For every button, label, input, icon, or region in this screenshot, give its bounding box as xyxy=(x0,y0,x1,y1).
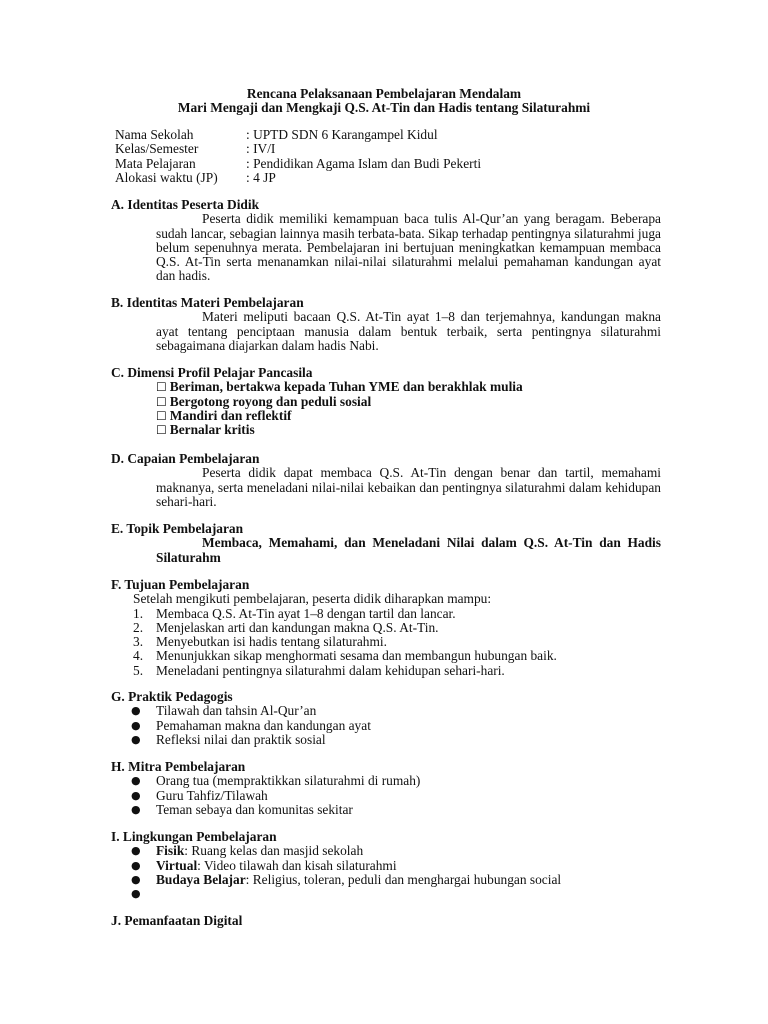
info-value: : IV/I xyxy=(246,141,276,157)
bullet-icon: ● xyxy=(131,872,141,886)
list-item-label: Virtual xyxy=(156,857,198,873)
document-subtitle: Mari Mengaji dan Mengkaji Q.S. At-Tin dan Hadis tentang Silaturahmi xyxy=(177,100,591,115)
profile-item-label: Bergotong royong dan peduli sosial xyxy=(169,393,372,409)
info-label: Nama Sekolah xyxy=(115,127,194,142)
info-label: Kelas/Semester xyxy=(115,141,199,157)
list-item-label: Budaya Belajar xyxy=(156,871,246,887)
section-heading: D. Capaian Pembelajaran xyxy=(111,451,260,466)
list-item xyxy=(111,607,661,621)
identity-table xyxy=(115,128,481,185)
section-c xyxy=(111,366,661,437)
section-g xyxy=(111,690,661,747)
bullet-icon: ● xyxy=(131,718,141,732)
section-heading: B. Identitas Materi Pembelajaran xyxy=(111,295,304,310)
section-paragraph: Peserta didik memiliki kemampuan baca tulis Al-Qur’an yang beragam. Beberapa sudah lancar, sebagian lainnya masih terbata-bata. Sikap terhadap pentingnya silaturahmi juga belum sepenuhnya merata. Pembelajaran ini bertujuan meningkatkan kemampuan membaca Q.S. At-Tin serta menanamkan nilai-nilai silaturahmi melalui pemahaman kandungan ayat dan hadis. xyxy=(156,211,661,284)
info-row xyxy=(115,157,481,171)
list-item xyxy=(111,803,661,817)
profile-item-label: Beriman, bertakwa kepada Tuhan YME dan berakhlak mulia xyxy=(169,379,523,395)
list-item xyxy=(111,704,661,718)
checkbox-icon: ☐ xyxy=(156,380,167,395)
list-item xyxy=(111,873,661,887)
list-item-text: Teman sebaya dan komunitas sekitar xyxy=(156,801,353,817)
list-item xyxy=(111,733,661,747)
list-item-label: Fisik xyxy=(156,843,185,859)
list-item xyxy=(111,635,661,649)
list-number: 3. xyxy=(133,634,144,650)
section-d xyxy=(111,452,661,509)
topic-text: Membaca, Memahami, dan Meneladani Nilai dalam Q.S. At-Tin dan Hadis Silaturahm xyxy=(156,535,661,565)
bullet-icon: ● xyxy=(131,788,141,802)
list-item xyxy=(111,789,661,803)
info-label: Mata Pelajaran xyxy=(115,155,196,171)
list-item-text: Menunjukkan sikap menghormati sesama dan membangun hubungan baik. xyxy=(156,648,557,664)
list-number: 1. xyxy=(133,605,144,621)
list-number: 5. xyxy=(133,662,144,678)
list-item-text: Tilawah dan tahsin Al-Qur’an xyxy=(156,703,317,719)
pedagogy-list xyxy=(111,704,661,747)
list-item-text: Guru Tahfiz/Tilawah xyxy=(156,787,268,803)
list-item xyxy=(111,649,661,663)
profile-item xyxy=(156,409,661,423)
list-item-text: Menjelaskan arti dan kandungan makna Q.S. At-Tin. xyxy=(156,619,439,635)
list-item-text: Membaca Q.S. At-Tin ayat 1–8 dengan tartil dan lancar. xyxy=(156,605,456,621)
section-a xyxy=(111,198,661,284)
list-item-text: Menyebutkan isi hadis tentang silaturahmi. xyxy=(156,634,387,650)
document-title: Rencana Pelaksanaan Pembelajaran Mendalam xyxy=(246,86,522,101)
info-label: Alokasi waktu (JP) xyxy=(115,169,218,185)
list-item-text: : Religius, toleran, peduli dan menghargai hubungan social xyxy=(245,871,562,887)
list-number: 4. xyxy=(133,648,144,664)
section-heading: I. Lingkungan Pembelajaran xyxy=(111,829,277,844)
bullet-icon: ● xyxy=(131,732,141,746)
profile-item xyxy=(156,423,661,437)
section-f xyxy=(111,578,661,678)
section-i xyxy=(111,830,661,901)
bullet-icon: ● xyxy=(131,844,141,858)
list-item-text: Meneladani pentingnya silaturahmi dalam kehidupan sehari-hari. xyxy=(156,662,505,678)
checkbox-icon: ☐ xyxy=(156,408,167,423)
list-item xyxy=(111,859,661,873)
info-value: : UPTD SDN 6 Karangampel Kidul xyxy=(246,127,438,142)
profile-list xyxy=(156,380,661,437)
list-number: 2. xyxy=(133,619,144,635)
checkbox-icon: ☐ xyxy=(156,423,167,438)
section-heading: A. Identitas Peserta Didik xyxy=(111,197,260,212)
section-heading: J. Pemanfaatan Digital xyxy=(111,913,243,928)
list-item xyxy=(111,887,661,901)
info-value: : 4 JP xyxy=(246,169,276,185)
profile-item xyxy=(156,395,661,409)
bullet-icon: ● xyxy=(131,802,141,816)
section-paragraph: Materi meliputi bacaan Q.S. At-Tin ayat 1–8 dan terjemahnya, kandungan makna ayat tentang penciptaan manusia dalam bentuk terbaik, serta pentingnya silaturahmi sebagaimana diajarkan dalam hadis Nabi. xyxy=(156,309,661,353)
profile-item-label: Mandiri dan reflektif xyxy=(169,407,292,423)
list-item-text: : Ruang kelas dan masjid sekolah xyxy=(184,843,364,859)
section-b xyxy=(111,296,661,353)
list-item-text: Refleksi nilai dan praktik sosial xyxy=(156,731,326,747)
info-row xyxy=(115,171,481,185)
bullet-icon: ● xyxy=(131,704,141,718)
section-e xyxy=(111,522,661,565)
section-heading: E. Topik Pembelajaran xyxy=(111,521,244,536)
partners-list xyxy=(111,774,661,817)
section-j xyxy=(111,914,661,928)
section-paragraph: Peserta didik dapat membaca Q.S. At-Tin dengan benar dan tartil, memahami maknanya, serta meneladani nilai-nilai kebaikan dan pentingnya silaturahmi dalam kehidupan sehari-hari. xyxy=(156,465,661,509)
checkbox-icon: ☐ xyxy=(156,394,167,409)
section-heading: H. Mitra Pembelajaran xyxy=(111,759,246,774)
bullet-icon: ● xyxy=(131,774,141,788)
environment-list xyxy=(111,844,661,901)
list-item xyxy=(111,719,661,733)
list-item xyxy=(111,664,661,678)
info-row xyxy=(115,128,481,142)
objectives-list xyxy=(111,607,661,678)
list-item xyxy=(111,621,661,635)
list-item-text: Pemahaman makna dan kandungan ayat xyxy=(156,717,371,733)
list-item xyxy=(111,844,661,858)
section-heading: F. Tujuan Pembelajaran xyxy=(111,577,250,592)
profile-item xyxy=(156,380,661,394)
list-item-text: : Video tilawah dan kisah silaturahmi xyxy=(197,857,397,873)
bullet-icon: ● xyxy=(131,887,141,901)
list-item xyxy=(111,774,661,788)
list-item-text: Orang tua (mempraktikkan silaturahmi di rumah) xyxy=(156,773,421,789)
info-row xyxy=(115,142,481,156)
info-value: : Pendidikan Agama Islam dan Budi Pekerti xyxy=(246,155,482,171)
section-heading: C. Dimensi Profil Pelajar Pancasila xyxy=(111,365,313,380)
bullet-icon: ● xyxy=(131,858,141,872)
objectives-intro: Setelah mengikuti pembelajaran, peserta didik diharapkan mampu: xyxy=(133,591,492,607)
section-h xyxy=(111,760,661,817)
profile-item-label: Bernalar kritis xyxy=(169,422,255,438)
section-heading: G. Praktik Pedagogis xyxy=(111,689,233,704)
